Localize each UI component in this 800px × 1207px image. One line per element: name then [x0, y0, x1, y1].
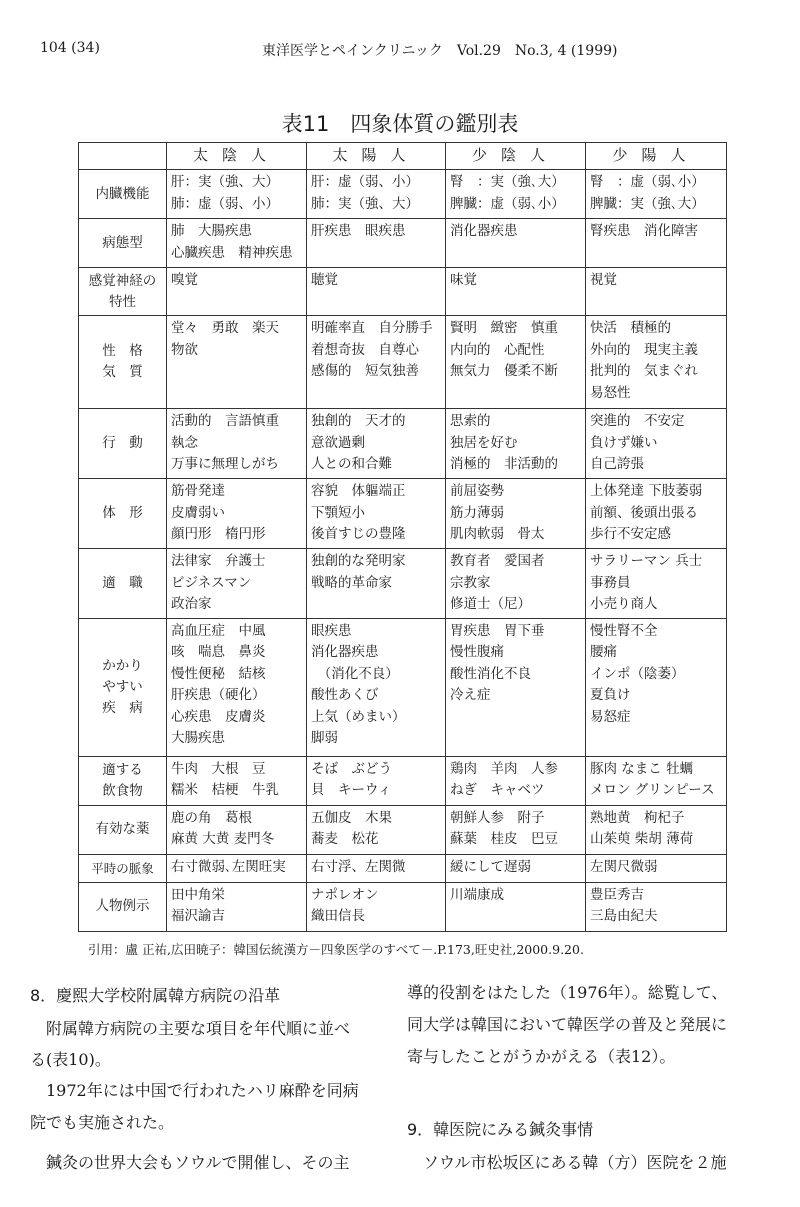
- cell-line: 上体発達 下肢萎弱: [590, 483, 703, 499]
- cell-line: 戦略的革命家: [311, 574, 392, 591]
- cell-line: 朝鮮人参 附子: [450, 809, 545, 826]
- cell-line: 心臓疾患 精神疾患: [171, 244, 293, 261]
- row-label: [79, 479, 167, 549]
- section-heading-9: 9．韓医院にみる鍼灸事情: [407, 1120, 594, 1139]
- cell-line: 容貌 体軀端正: [311, 483, 406, 499]
- cell-line: 眼疾患: [311, 622, 352, 639]
- table-cell: [586, 756, 727, 805]
- cell-line: 活動的 言語慎重: [171, 413, 279, 429]
- row-label: [79, 316, 167, 409]
- table-cell: [446, 268, 586, 316]
- cell-line: 下顎短小: [311, 504, 365, 521]
- table-cell: [586, 882, 727, 931]
- table-cell: [167, 409, 307, 479]
- table-row: [79, 316, 727, 409]
- cell-line: 酸性あくび: [311, 687, 379, 703]
- row-label-line: 行 動: [102, 435, 143, 451]
- row-label-line: 人物例示: [95, 898, 150, 914]
- cell-line: 独創的な発明家: [311, 553, 406, 569]
- page-number: 104 (34): [40, 40, 100, 56]
- body-line: 1972年には中国で行われたハリ麻酔を同病: [30, 1081, 359, 1100]
- table-cell: [586, 854, 727, 882]
- table-row: [79, 618, 727, 756]
- row-label: [79, 618, 167, 756]
- body-line: 寄与したことがうかがえる（表12）。: [407, 1047, 676, 1066]
- table-header-row: [79, 143, 727, 170]
- cell-line: ビジネスマン: [171, 574, 252, 591]
- cell-line: 万事に無理しがち: [171, 456, 279, 472]
- cell-line: 脚弱: [311, 730, 338, 746]
- cell-line: 鹿の角 葛根: [171, 809, 252, 826]
- cell-line: 肺：虚（弱、小）: [171, 195, 279, 212]
- corner-cell: [79, 143, 167, 170]
- table-cell: [307, 219, 446, 268]
- table-cell: [446, 219, 586, 268]
- table-row: [79, 549, 727, 619]
- row-label-line: 特性: [109, 293, 136, 310]
- cell-line: 糯米 桔梗 牛乳: [171, 782, 279, 798]
- column-header: 少陽人: [586, 143, 727, 170]
- cell-line: 前額、後頭出張る: [590, 504, 698, 521]
- table-cell: [446, 479, 586, 549]
- table-cell: [446, 854, 586, 882]
- cell-line: 肝疾患（硬化）: [171, 687, 266, 703]
- cell-line: 負けず嫌い: [590, 434, 658, 451]
- cell-line: ナポレオン: [311, 886, 379, 903]
- cell-line: そば ぶどう: [311, 760, 392, 777]
- table-cell: [167, 618, 307, 756]
- cell-line: 法律家 弁護士: [171, 553, 266, 569]
- cell-line: 政治家: [171, 596, 212, 612]
- cell-line: 意欲過剰: [311, 434, 365, 451]
- table-row: [79, 854, 727, 882]
- cell-line: 大腸疾患: [171, 730, 225, 746]
- table-cell: [167, 549, 307, 619]
- table-title: 表11 四象体質の鑑別表: [281, 112, 519, 136]
- table-cell: [446, 549, 586, 619]
- cell-line: 牛肉 大根 豆: [171, 760, 266, 777]
- row-label-line: 性 格: [102, 343, 143, 359]
- cell-line: 筋力薄弱: [450, 504, 504, 521]
- cell-line: 酸性消化不良: [450, 665, 531, 682]
- table-cell: [446, 618, 586, 756]
- cell-line: 自己誇張: [590, 456, 644, 472]
- row-label-line: 飲食物: [102, 782, 143, 799]
- table-cell: [446, 805, 586, 854]
- cell-line: 易怒性: [590, 384, 631, 401]
- cell-line: 突進的 不安定: [590, 413, 685, 429]
- cell-line: 快活 積極的: [590, 320, 671, 336]
- table-cell: [307, 170, 446, 219]
- cell-line: 福沢諭吉: [171, 908, 225, 924]
- table-cell: [586, 170, 727, 219]
- row-label-line: 体 形: [102, 505, 143, 521]
- cell-line: 顔円形 楕円形: [171, 526, 266, 542]
- table-cell: [167, 756, 307, 805]
- cell-line: 聴覚: [311, 272, 338, 288]
- cell-line: 蕎麦 松花: [311, 831, 379, 847]
- cell-line: 右寸微弱､左関旺実: [171, 859, 286, 876]
- body-line: 導的役割をはたした（1976年）。総覧して、: [407, 983, 728, 1002]
- table-cell: [167, 170, 307, 219]
- table-row: [79, 479, 727, 549]
- cell-line: 麻黄 大黄 麦門冬: [171, 831, 275, 847]
- cell-line: 教育者 愛国者: [450, 553, 545, 569]
- cell-line: 織田信長: [311, 908, 365, 924]
- cell-line: 五伽皮 木果: [311, 809, 392, 826]
- cell-line: 歩行不安定感: [590, 526, 671, 542]
- cell-line: 冷え症: [450, 687, 491, 703]
- table-cell: [307, 268, 446, 316]
- cell-line: 前屈姿勢: [450, 483, 504, 499]
- cell-line: 腰痛: [590, 644, 617, 660]
- cell-line: 胃疾患 胃下垂: [450, 622, 545, 639]
- cell-line: 上気（めまい）: [311, 708, 406, 725]
- cell-line: 腎 ：虚（弱､小）: [590, 174, 705, 190]
- table-cell: [586, 549, 727, 619]
- row-label: [79, 268, 167, 316]
- constitution-table: [78, 142, 727, 932]
- table-cell: [586, 316, 727, 409]
- cell-line: 慢性便秘 結核: [171, 665, 266, 682]
- cell-line: 後首すじの豊隆: [311, 526, 406, 542]
- table-row: [79, 170, 727, 219]
- table-row: [79, 409, 727, 479]
- cell-line: 肝：実（強、大）: [171, 174, 279, 190]
- cell-line: 脾臓：虚（弱､小）: [450, 195, 565, 212]
- cell-line: 心疾患 皮膚炎: [171, 708, 266, 725]
- table-cell: [307, 805, 446, 854]
- cell-line: 蘇葉 桂皮 巴豆: [450, 831, 558, 847]
- cell-line: 堂々 勇敢 楽天: [171, 320, 279, 336]
- body-line: ソウル市松坂区にある韓（方）医院を２施: [407, 1153, 727, 1172]
- cell-line: 慢性腹痛: [450, 644, 504, 660]
- body-line: 院でも実施された。: [30, 1113, 175, 1132]
- cell-line: 熟地黄 枸杞子: [590, 809, 685, 826]
- table-cell: [446, 882, 586, 931]
- table-cell: [167, 882, 307, 931]
- cell-line: 三島由紀夫: [590, 908, 658, 924]
- cell-line: 執念: [171, 434, 198, 451]
- row-label: [79, 854, 167, 882]
- cell-line: 事務員: [590, 574, 631, 591]
- cell-line: 独居を好む: [450, 434, 518, 451]
- row-label-line: 適する: [102, 761, 143, 778]
- table-cell: [586, 409, 727, 479]
- body-line: る(表10)。: [30, 1050, 111, 1069]
- section-heading-8: 8．慶熙大学校附属韓方病院の沿革: [30, 986, 281, 1005]
- cell-line: サラリーマン 兵士: [590, 553, 703, 569]
- cell-line: 独創的 天才的: [311, 413, 406, 429]
- row-label: [79, 882, 167, 931]
- cell-line: 消化器疾患: [311, 644, 379, 660]
- body-line: 附属韓方病院の主要な項目を年代順に並べ: [30, 1019, 351, 1038]
- table-row: [79, 756, 727, 805]
- table-cell: [307, 479, 446, 549]
- cell-line: 咳 喘息 鼻炎: [171, 644, 266, 660]
- cell-line: 肝疾患 眼疾患: [311, 223, 406, 239]
- row-label: [79, 805, 167, 854]
- cell-line: 肝：虚（弱、小）: [311, 174, 419, 190]
- table-cell: [167, 854, 307, 882]
- table-cell: [307, 882, 446, 931]
- table-cell: [446, 316, 586, 409]
- cell-line: 高血圧症 中風: [171, 622, 266, 639]
- row-label-line: 有効な薬: [95, 821, 150, 837]
- row-label-line: 疾 病: [102, 699, 143, 716]
- table-cell: [307, 316, 446, 409]
- cell-line: 腎疾患 消化障害: [590, 223, 698, 239]
- row-label-line: 気 質: [102, 364, 143, 380]
- column-header: 太陰人: [167, 143, 307, 170]
- row-label-line: 感覚神経の: [88, 272, 157, 289]
- cell-line: 賢明 緻密 慎重: [450, 320, 558, 336]
- cell-line: 右寸浮、左関微: [311, 859, 406, 876]
- cell-line: 皮膚弱い: [171, 504, 225, 521]
- table-cell: [586, 268, 727, 316]
- cell-line: 夏負け: [590, 687, 631, 703]
- body-line: 鍼灸の世界大会もソウルで開催し、その主: [30, 1153, 350, 1172]
- cell-line: 消化器疾患: [450, 223, 518, 239]
- row-label: [79, 170, 167, 219]
- table-cell: [167, 805, 307, 854]
- cell-line: 肌肉軟弱 骨太: [450, 526, 545, 542]
- table-cell: [307, 854, 446, 882]
- row-label-line: やすい: [102, 678, 143, 695]
- cell-line: 豚肉 なまこ 牡蠣: [590, 760, 694, 777]
- cell-line: 腎 ：実（強､大）: [450, 174, 565, 190]
- table-cell: [586, 618, 727, 756]
- cell-line: 鶏肉 羊肉 人参: [450, 760, 558, 777]
- table-row: [79, 805, 727, 854]
- cell-line: 筋骨発達: [171, 483, 225, 499]
- row-label-line: 平時の脈象: [91, 860, 154, 876]
- row-label: [79, 219, 167, 268]
- cell-line: 消極的 非活動的: [450, 456, 558, 472]
- cell-line: 易怒症: [590, 708, 631, 725]
- journal-header: 東洋医学とペインクリニック Vol.29 No.3, 4 (1999): [262, 43, 618, 59]
- column-header: 少陰人: [446, 143, 586, 170]
- cell-line: 無気力 優柔不断: [450, 363, 558, 379]
- table-cell: [446, 170, 586, 219]
- row-label-line: かかり: [102, 657, 143, 674]
- table-cell: [307, 756, 446, 805]
- cell-line: 味覚: [450, 272, 477, 288]
- cell-line: 貝 キーウィ: [311, 782, 392, 798]
- cell-line: （消化不良）: [311, 665, 399, 682]
- table-cell: [167, 316, 307, 409]
- citation: 引用：盧 正祐,広田暁子：韓国伝統漢方－四象医学のすべて－.P.173,旺史社,2000.9.20.: [88, 942, 584, 957]
- table-cell: [446, 756, 586, 805]
- table-cell: [307, 549, 446, 619]
- cell-line: 宗教家: [450, 574, 491, 591]
- cell-line: 感傷的 短気独善: [311, 363, 419, 379]
- cell-line: 川端康成: [450, 886, 504, 903]
- table-row: [79, 268, 727, 316]
- column-header: 太陽人: [307, 143, 446, 170]
- cell-line: 人との和合難: [311, 456, 392, 472]
- cell-line: インポ（陰萎）: [590, 665, 685, 682]
- table-row: [79, 882, 727, 931]
- row-label-line: 適 職: [102, 574, 143, 591]
- cell-line: 豊臣秀吉: [590, 886, 644, 903]
- cell-line: 視覚: [590, 272, 617, 288]
- table-cell: [167, 268, 307, 316]
- table-cell: [446, 409, 586, 479]
- cell-line: 修道士（尼）: [450, 596, 531, 612]
- cell-line: 着想奇抜 自尊心: [311, 341, 419, 358]
- row-label-line: 内臓機能: [95, 185, 150, 202]
- table-cell: [307, 409, 446, 479]
- table-cell: [586, 479, 727, 549]
- cell-line: 小売り商人: [590, 596, 658, 612]
- table-cell: [586, 805, 727, 854]
- body-line: 同大学は韓国において韓医学の普及と発展に: [407, 1015, 728, 1034]
- table-cell: [167, 479, 307, 549]
- cell-line: 脾臓：実（強､大）: [590, 195, 705, 212]
- row-label: [79, 549, 167, 619]
- cell-line: 外向的 現実主義: [590, 341, 698, 358]
- row-label-line: 病態型: [102, 234, 143, 251]
- table-cell: [586, 219, 727, 268]
- cell-line: 思索的: [450, 413, 491, 429]
- cell-line: 山茱萸 柴胡 薄荷: [590, 831, 694, 847]
- cell-line: 肺：実（強、大）: [311, 195, 419, 212]
- cell-line: 嗅覚: [171, 272, 198, 288]
- cell-line: メロン グリンピース: [590, 782, 715, 798]
- cell-line: 明確率直 自分勝手: [311, 320, 433, 336]
- row-label: [79, 409, 167, 479]
- cell-line: 内向的 心配性: [450, 341, 545, 358]
- cell-line: 批判的 気まぐれ: [590, 363, 698, 379]
- cell-line: ねぎ キャベツ: [450, 782, 545, 798]
- row-label: [79, 756, 167, 805]
- table-row: [79, 219, 727, 268]
- cell-line: 慢性腎不全: [590, 622, 658, 639]
- cell-line: 田中角栄: [171, 886, 225, 903]
- cell-line: 物欲: [171, 341, 198, 358]
- table-cell: [307, 618, 446, 756]
- table-cell: [167, 219, 307, 268]
- cell-line: 緩にして遅弱: [450, 859, 531, 876]
- cell-line: 肺 大腸疾患: [171, 223, 252, 239]
- cell-line: 左関尺微弱: [590, 859, 658, 876]
